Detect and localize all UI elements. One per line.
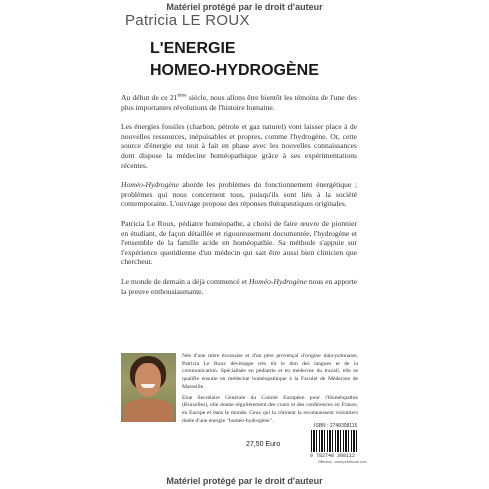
book-name-italic: Homéo-Hydrogène: [121, 180, 179, 190]
author-name: Patricia LE ROUX: [125, 12, 250, 29]
title-line-1: L'ENERGIE: [150, 40, 236, 57]
diffusion-label: Diffusion : www.publibook.com: [318, 460, 367, 464]
bio-paragraph-2: Elue Secrétaire Générale du Comité Européen pour l'Homéopathie (Bruxelles), elle donne régulièrement des cours et des conférences en France, en Europe et dans le monde. Ceux qui la côtoient la reconnaissent volontiers dotée d'une énergie "homéo-hydrogène".: [182, 394, 358, 424]
price-label: 27,50 Euro: [246, 441, 281, 448]
paragraph-book-topic-text: aborde les problèmes du fonctionnement énergétique ; problèmes qui nous concernent tous, puisqu'ils sont liés à la société contemporaine. L'ouvrage propose des réponses thérapeutiques originales.: [121, 180, 357, 209]
back-cover-text: [121, 93, 357, 306]
copyright-banner-top: Matériel protégé par le droit d'auteur: [166, 2, 323, 12]
barcode-number: 9 782748 308112: [310, 453, 356, 459]
book-name-italic-2: Homéo-Hydrogène: [249, 276, 307, 286]
paragraph-intro-start: Au début de ce 21: [121, 93, 178, 102]
author-photo: [121, 353, 176, 422]
bio-paragraph-1: Née d'une mère écossaise et d'un père provençal d'origine italo-polonaise, Patricia Le Roux développe très tôt le don des langues et de la communication. Spécialisée en pédiatrie et en médecine du travail, elle se qualifie ensuite en médecine homéopathique à la Faculté de Médecine de Marseille.: [182, 353, 358, 390]
title-line-2: HOMEO-HYDROGÈNE: [150, 62, 319, 79]
century-superscript: ème: [177, 92, 187, 99]
photo-smile: [141, 384, 155, 388]
author-bio: [182, 353, 358, 428]
photo-shoulders: [123, 399, 174, 422]
book-title: [150, 38, 319, 82]
paragraph-intro-end: siècle, nous allons être bientôt les témoins de l'une des plus importantes révolutions de l'histoire humaine.: [121, 93, 358, 112]
paragraph-author: Patricia Le Roux, pédiatre homéopathe, a choisi de faire œuvre de pionnier en étudiant, de façon détaillée et rigoureusement documentée, l'hydrogène et l'ensemble de la famille acide en homéopathie. Sa méthode s'appuie sur l'expérience quotidienne d'un médecin qui sait être aussi bien clinicien que chercheur.: [121, 218, 357, 267]
paragraph-conclusion: [121, 277, 357, 296]
paragraph-intro: [121, 93, 357, 112]
paragraph-book-topic: [121, 180, 357, 209]
isbn-label: ISBN : 2748308115: [314, 423, 358, 429]
barcode-icon: [311, 430, 359, 452]
copyright-banner-bottom: Matériel protégé par le droit d'auteur: [166, 476, 323, 486]
paragraph-conclusion-end: nous en apporte la preuve enthousiasmante.: [121, 276, 357, 296]
photo-face: [135, 363, 161, 397]
paragraph-energies: Les énergies fossiles (charbon, pétrole et gaz naturel) vont laisser place à de nouvelles ressources, inépuisables et propres, comme l'hydrogène. Or, cette source d'énergie est tout à fait en phase avec les nouvelles connaissances dont dispose la médecine homéopathique grâce à ses expérimentations récentes.: [121, 122, 357, 170]
paragraph-conclusion-start: Le monde de demain a déjà commencé et: [121, 276, 249, 286]
